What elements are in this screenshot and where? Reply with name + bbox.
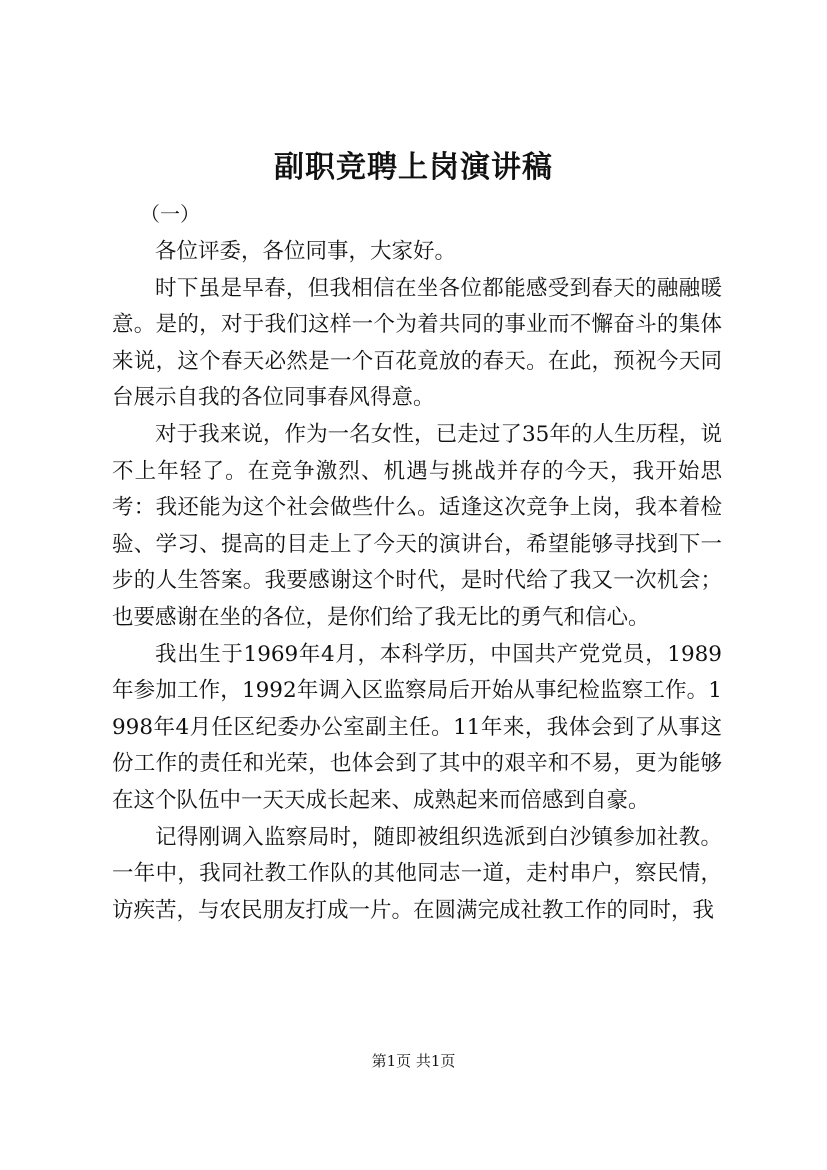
paragraph-background: 我出生于1969年4月，本科学历，中国共产党党员，1989年参加工作，1992年调入区监察局后开始从事纪检监察工作。1998年4月任区纪委办公室副主任。11年来，我体会到了从事这份工作的责任和光荣，也体会到了其中的艰辛和不易，更为能够在这个队伍中一天天成长起来、成熟起来而倍感到自豪。 xyxy=(112,641,722,813)
paragraph-self-reflection: 对于我来说，作为一名女性，已走过了35年的人生历程，说不上年轻了。在竞争激烈、机遇与挑战并存的今天，我开始思考：我还能为这个社会做些什么。适逢这次竞争上岗，我本着检验、学习、提高的目走上了今天的演讲台，希望能够寻找到下一步的人生答案。我要感谢这个时代，是时代给了我又一次机会；也要感谢在坐的各位，是你们给了我无比的勇气和信心。 xyxy=(112,421,722,630)
paragraph-experience: 记得刚调入监察局时，随即被组织选派到白沙镇参加社教。一年中，我同社教工作队的其他同志一道，走村串户，察民情，访疾苦，与农民朋友打成一片。在圆满完成社教工作的同时，我 xyxy=(112,824,722,923)
paragraph-greeting: 各位评委，各位同事，大家好。 xyxy=(155,239,457,264)
section-marker: （一） xyxy=(140,202,200,226)
document-body xyxy=(112,234,722,929)
paragraph-spring: 时下虽是早春，但我相信在坐各位都能感受到春天的融融暖意。是的，对于我们这样一个为着共同的事业而不懈奋斗的集体来说，这个春天必然是一个百花竟放的春天。在此，预祝今天同台展示自我的各位同事春风得意。 xyxy=(112,275,722,411)
page-footer: 第1页 共1页 xyxy=(371,1052,456,1070)
document-title: 副职竞聘上岗演讲稿 xyxy=(274,150,553,185)
